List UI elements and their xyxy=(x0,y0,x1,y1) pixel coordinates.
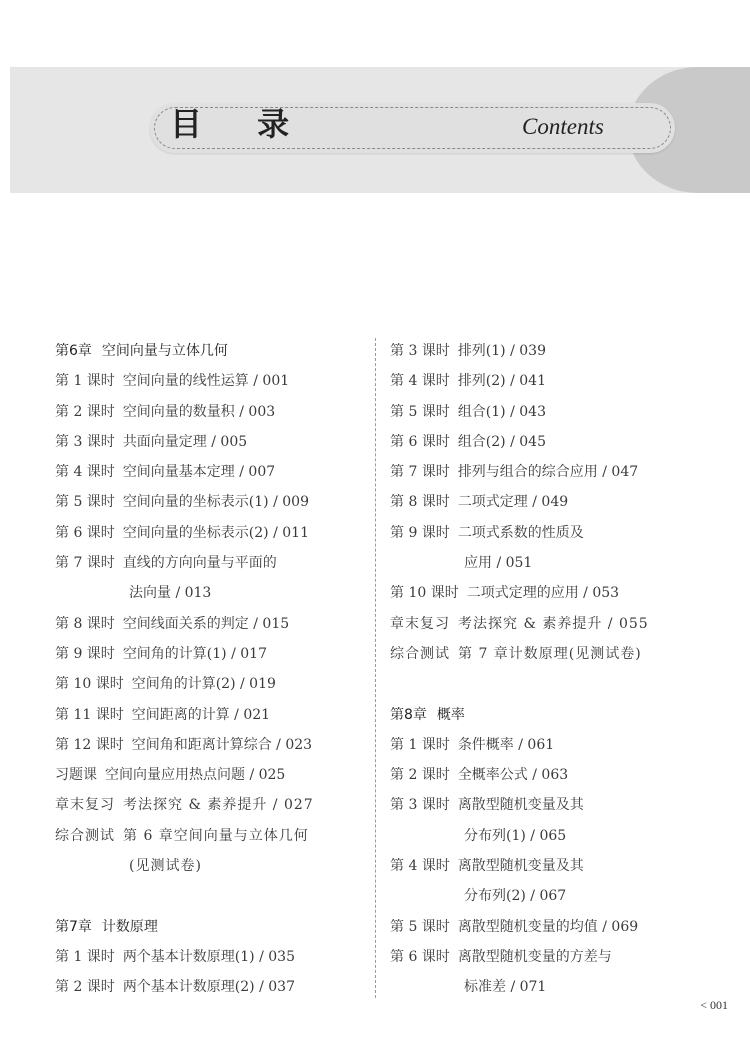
lesson-label: 第 7 课时 xyxy=(390,464,450,481)
lesson-label: 第 2 课时 xyxy=(55,403,115,420)
lesson-label: 第 6 课时 xyxy=(390,948,450,965)
toc-entry[interactable] xyxy=(390,790,730,820)
lesson-label: 第 9 课时 xyxy=(55,645,115,662)
lesson-label: 第 11 课时 xyxy=(55,706,124,723)
toc-right-column xyxy=(390,336,730,1003)
toc-entry[interactable] xyxy=(55,609,365,639)
page-number: < 001 xyxy=(700,998,728,1012)
lesson-title: 二项式定理的应用 / 053 xyxy=(466,585,620,602)
lesson-title: 排列与组合的综合应用 / 047 xyxy=(457,464,639,481)
lesson-label: 第 3 课时 xyxy=(390,797,450,814)
lesson-title: 第 7 章计数原理(见测试卷) xyxy=(458,645,642,662)
header-banner xyxy=(10,67,750,193)
lesson-title: 离散型随机变量及其 xyxy=(457,858,584,875)
toc-entry[interactable] xyxy=(390,518,730,548)
column-divider xyxy=(375,338,376,998)
toc-entry-review[interactable] xyxy=(55,790,365,820)
lesson-label: 第 6 课时 xyxy=(390,433,450,450)
lesson-title: 考法探究 & 素养提升 / 027 xyxy=(123,797,314,814)
lesson-label: 第 8 课时 xyxy=(390,494,450,511)
lesson-label: 第 12 课时 xyxy=(55,736,124,753)
lesson-title: 空间角和距离计算综合 / 023 xyxy=(131,736,313,753)
lesson-label: 综合测试 xyxy=(55,827,115,844)
lesson-title: 共面向量定理 / 005 xyxy=(122,433,248,450)
lesson-label: 第 6 课时 xyxy=(55,524,115,541)
toc-entry[interactable] xyxy=(55,366,365,396)
lesson-label: 第 1 课时 xyxy=(55,948,115,965)
lesson-label: 章末复习 xyxy=(390,615,450,632)
lesson-title: 全概率公式 / 063 xyxy=(457,767,569,784)
lesson-label: 第 5 课时 xyxy=(55,494,115,511)
lesson-title: 排列(1) / 039 xyxy=(457,343,546,359)
lesson-label: 第 4 课时 xyxy=(390,858,450,875)
toc-entry[interactable] xyxy=(55,639,365,669)
lesson-label: 第 1 课时 xyxy=(55,373,115,390)
lesson-title: 空间距离的计算 / 021 xyxy=(131,706,271,723)
lesson-title: 空间线面关系的判定 / 015 xyxy=(122,615,290,632)
lesson-title: 空间向量的坐标表示(2) / 011 xyxy=(122,524,309,541)
lesson-title: 空间角的计算(1) / 017 xyxy=(122,645,267,662)
toc-entry-continuation[interactable]: (见测试卷) xyxy=(129,858,202,875)
lesson-label: 第 5 课时 xyxy=(390,403,450,420)
toc-entry-test[interactable] xyxy=(55,821,365,851)
toc-entry[interactable] xyxy=(55,942,365,972)
lesson-label: 第 2 课时 xyxy=(55,979,115,996)
toc-entry-review[interactable] xyxy=(390,609,730,639)
toc-entry[interactable] xyxy=(390,760,730,790)
page-title: 目 录 xyxy=(170,105,312,143)
chapter-number: 第8章 xyxy=(390,706,427,723)
section-spacer xyxy=(55,881,365,911)
chapter-name: 概率 xyxy=(436,706,465,723)
lesson-title: 排列(2) / 041 xyxy=(457,373,546,390)
lesson-title: 空间向量的线性运算 / 001 xyxy=(122,373,290,390)
chapter-heading xyxy=(390,700,730,730)
lesson-title: 直线的方向向量与平面的 xyxy=(122,555,277,572)
toc-entry[interactable] xyxy=(390,397,730,427)
page-title-english: Contents xyxy=(522,114,604,139)
lesson-label: 第 9 课时 xyxy=(390,524,450,541)
lesson-title: 空间向量的数量积 / 003 xyxy=(122,403,276,420)
lesson-label: 第 10 课时 xyxy=(390,585,459,602)
toc-entry[interactable] xyxy=(55,972,365,1002)
lesson-title: 离散型随机变量及其 xyxy=(457,797,584,814)
toc-entry[interactable] xyxy=(390,912,730,942)
toc-entry[interactable] xyxy=(390,578,730,608)
lesson-title: 空间角的计算(2) / 019 xyxy=(131,676,276,693)
toc-entry[interactable] xyxy=(390,487,730,517)
toc-entry[interactable] xyxy=(390,730,730,760)
lesson-label: 第 2 课时 xyxy=(390,767,450,784)
toc-entry[interactable] xyxy=(390,942,730,972)
toc-entry-continuation[interactable]: 分布列(2) / 067 xyxy=(464,888,567,905)
toc-entry-continuation[interactable]: 标准差 / 071 xyxy=(464,979,547,996)
section-spacer xyxy=(390,669,730,699)
toc-left-column xyxy=(55,336,365,1003)
lesson-label: 第 5 课时 xyxy=(390,918,450,935)
lesson-label: 第 3 课时 xyxy=(390,343,450,359)
toc-entry[interactable] xyxy=(55,730,365,760)
chapter-number: 第7章 xyxy=(55,918,92,935)
toc-entry[interactable] xyxy=(390,427,730,457)
lesson-title: 二项式定理 / 049 xyxy=(457,494,569,511)
lesson-title: 组合(2) / 045 xyxy=(457,433,546,450)
toc-entry-continuation[interactable]: 应用 / 051 xyxy=(464,555,533,572)
lesson-label: 第 10 课时 xyxy=(55,676,124,693)
toc-entry[interactable] xyxy=(390,457,730,487)
toc-entry[interactable] xyxy=(55,548,365,578)
chapter-heading xyxy=(55,336,365,366)
toc-entry[interactable] xyxy=(390,366,730,396)
toc-entry-continuation[interactable]: 分布列(1) / 065 xyxy=(464,827,567,844)
lesson-label: 习题课 xyxy=(55,767,97,784)
lesson-title: 空间向量基本定理 / 007 xyxy=(122,464,276,481)
toc-entry[interactable] xyxy=(55,487,365,517)
toc-entry[interactable] xyxy=(390,851,730,881)
lesson-label: 章末复习 xyxy=(55,797,115,814)
toc-entry[interactable] xyxy=(55,760,365,790)
toc-entry-test[interactable] xyxy=(390,639,730,669)
lesson-title: 空间向量应用热点问题 / 025 xyxy=(105,767,286,784)
toc-entry[interactable] xyxy=(55,397,365,427)
lesson-title: 两个基本计数原理(2) / 037 xyxy=(122,979,295,996)
lesson-label: 第 8 课时 xyxy=(55,615,115,632)
toc-entry[interactable] xyxy=(55,669,365,699)
lesson-title: 考法探究 & 素养提升 / 055 xyxy=(458,615,649,632)
toc-entry[interactable] xyxy=(55,700,365,730)
lesson-title: 第 6 章空间向量与立体几何 xyxy=(123,827,309,844)
toc-entry[interactable] xyxy=(55,427,365,457)
chapter-name: 空间向量与立体几何 xyxy=(101,343,228,359)
lesson-label: 综合测试 xyxy=(390,645,450,662)
lesson-label: 第 1 课时 xyxy=(390,736,450,753)
chapter-heading xyxy=(55,912,365,942)
toc-entry[interactable] xyxy=(390,336,730,366)
lesson-title: 离散型随机变量的均值 / 069 xyxy=(457,918,639,935)
chapter-number: 第6章 xyxy=(55,343,92,359)
lesson-label: 第 7 课时 xyxy=(55,555,115,572)
toc-entry[interactable] xyxy=(55,518,365,548)
chapter-name: 计数原理 xyxy=(101,918,158,935)
lesson-title: 二项式系数的性质及 xyxy=(457,524,584,541)
lesson-title: 空间向量的坐标表示(1) / 009 xyxy=(122,494,309,511)
toc-entry[interactable] xyxy=(55,457,365,487)
lesson-label: 第 4 课时 xyxy=(55,464,115,481)
lesson-title: 离散型随机变量的方差与 xyxy=(457,948,612,965)
toc-entry-continuation[interactable]: 法向量 / 013 xyxy=(129,585,212,602)
lesson-title: 组合(1) / 043 xyxy=(457,403,546,420)
lesson-title: 两个基本计数原理(1) / 035 xyxy=(122,948,295,965)
lesson-label: 第 3 课时 xyxy=(55,433,115,450)
lesson-title: 条件概率 / 061 xyxy=(457,736,555,753)
lesson-label: 第 4 课时 xyxy=(390,373,450,390)
